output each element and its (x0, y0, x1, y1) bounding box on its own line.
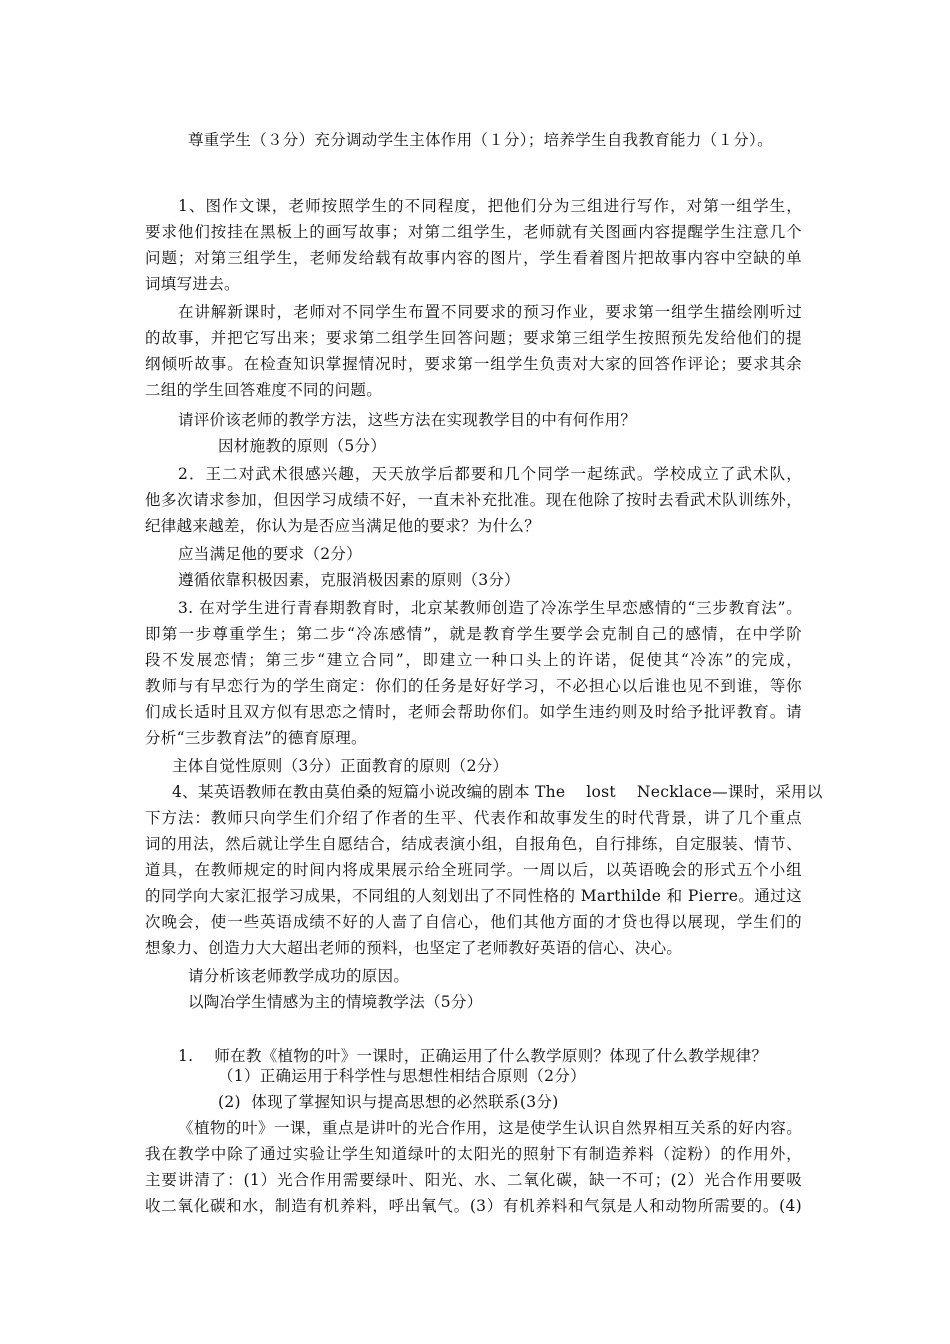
text-line: 《植物的叶》一课，重点是讲叶的光合作用，这是使学生认识自然界相互关系的好内容。 (178, 1119, 802, 1137)
question-line: 请分析该老师教学成功的原因。 (188, 967, 410, 985)
answer-line: （1）正确运用于科学性与思想性相结合原则（2分） (218, 1067, 586, 1085)
text-line: 下方法：教师只向学生们介绍了作者的生平、代表作和故事发生的时代背景，讲了几个重点 (145, 809, 802, 827)
question-line: 1. 师在教《植物的叶》一课时，正确运用了什么教学原则？体现了什么教学规律？ (178, 1047, 768, 1065)
text-line: 纲倾听故事。在检查知识掌握情况时，要求第一组学生负责对大家的回答作评论；要求其余 (145, 355, 802, 373)
answer-line: 应当满足他的要求（2分） (178, 545, 362, 563)
text-line: 词填写进去。 (145, 275, 240, 293)
answer-line: 以陶冶学生情感为主的情境教学法（5分） (188, 993, 483, 1011)
answer-line: 主体自觉性原则（3分）正面教育的原则（2分） (172, 757, 509, 775)
text-line: 他多次请求参加，但因学习成绩不好，一直未补充批准。现在他除了按时去看武术队训练外， (145, 491, 802, 509)
text-line: 的故事，并把它写出来；要求第二组学生回答问题；要求第三组学生按照预先发给他们的提 (145, 329, 802, 347)
text-line: 3. 在对学生进行青春期教育时，北京某教师创造了冷冻学生早恋感情的“三步教育法”。 (178, 599, 802, 617)
answer-line: 遵循依靠积极因素，克服消极因素的原则（3分） (178, 571, 520, 589)
text-line: 词的用法，然后就让学生自愿结合，结成表演小组，自报角色，自行排练，自定服装、情节、 (145, 835, 802, 853)
text-line: 纪律越来越差，你认为是否应当满足他的要求？为什么？ (145, 517, 541, 535)
text-line: 尊重学生（３分）充分调动学生主体作用（１分）；培养学生自我教育能力（１分）。 (188, 131, 773, 149)
answer-line: (2) 体现了掌握知识与提高思想的必然联系(3分) (218, 1093, 559, 1111)
text-line: 道具，在教师规定的时间内将成果展示给全班同学。一周以后，以英语晚会的形式五个小组 (145, 861, 802, 879)
text-line: 即第一步尊重学生；第二步“冷冻感情”，就是教育学生要学会克制自己的感情，在中学阶 (145, 625, 802, 643)
text-line: 问题；对第三组学生，老师发给载有故事内容的图片，学生看着图片把故事内容中空缺的单 (145, 249, 802, 267)
text-line: 们成长适时且双方似有思恋之情时，老师会帮助你们。如学生违约则及时给予批评教育。请 (145, 703, 802, 721)
text-line: 主要讲清了：(1）光合作用需要绿叶、阳光、水、二氧化碳，缺一不可；(2）光合作用要吸 (145, 1171, 802, 1189)
text-line: 的同学向大家汇报学习成果，不同组的人刻划出了不同性格的 Marthilde 和 Pierre。通过这 (145, 887, 802, 905)
text-line: 1、图作文课，老师按照学生的不同程度，把他们分为三组进行写作，对第一组学生， (178, 197, 802, 215)
answer-line: 因材施教的原则（5分） (218, 437, 387, 455)
text-line: 次晚会，使一些英语成绩不好的人啬了自信心，他们其他方面的才贷也得以展现，学生们的 (145, 913, 802, 931)
text-line: 二组的学生回答难度不同的问题。 (145, 381, 383, 399)
text-line: 分析“三步教育法”的德育原理。 (145, 729, 367, 747)
text-line: 要求他们按挂在黑板上的画写故事；对第二组学生，老师就有关图画内容提醒学生注意几个 (145, 223, 802, 241)
text-line: 在讲解新课时，老师对不同学生布置不同要求的预习作业，要求第一组学生描绘刚听过 (178, 303, 802, 321)
text-line: 我在教学中除了通过实验让学生知道绿叶的太阳光的照射下有制造养料（淀粉）的作用外， (145, 1145, 802, 1163)
text-line: 想象力、创造力大大超出老师的预料，也坚定了老师教好英语的信心、决心。 (145, 939, 683, 957)
text-line: 教师与有早恋行为的学生商定：你们的任务是好好学习，不必担心以后谁也见不到谁，等你 (145, 677, 802, 695)
question-line: 请评价该老师的教学方法，这些方法在实现教学目的中有何作用？ (178, 411, 637, 429)
text-line: 段不发展恋情；第三步“建立合同”，即建立一种口头上的许诺，促使其“冷冻”的完成， (145, 651, 802, 669)
text-line: 收二氧化碳和水，制造有机养料，呼出氧气。(3）有机养料和气氛是人和动物所需要的。(4) (145, 1197, 802, 1215)
text-line: 4、某英语教师在教由莫伯桑的短篇小说改编的剧本 The lost Necklace—课时，采用以 (172, 783, 823, 801)
text-line: 2．王二对武术很感兴趣，天天放学后都要和几个同学一起练武。学校成立了武术队， (178, 465, 802, 483)
